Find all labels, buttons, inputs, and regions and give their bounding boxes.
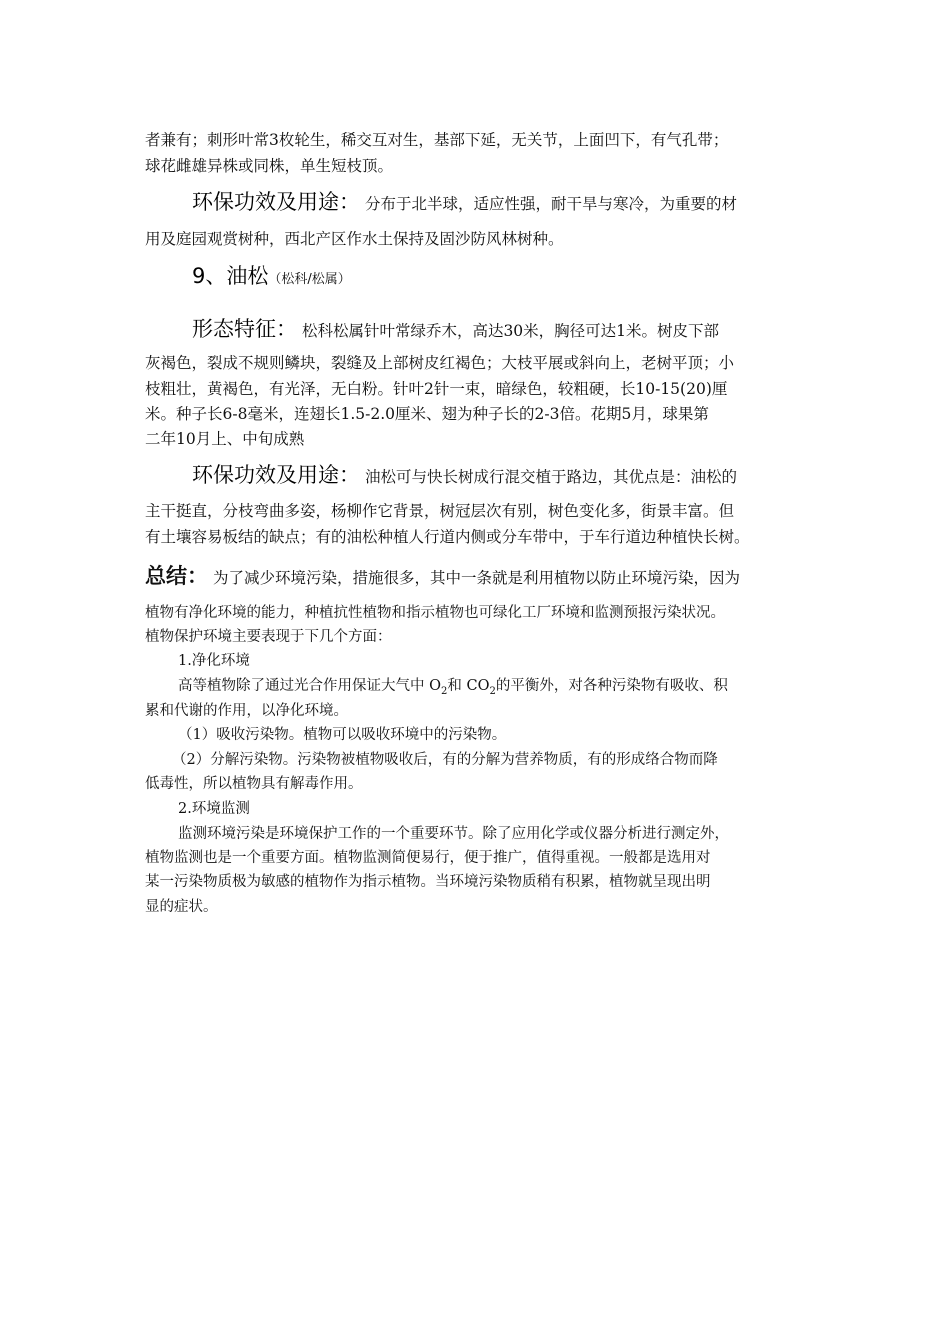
text: 二年10月上、中旬成熟: [145, 430, 305, 448]
paragraph-line: [145, 127, 728, 153]
text: 监测环境污染是环境保护工作的一个重要环节。除了应用化学或仪器分析进行测定外，: [178, 826, 729, 842]
text: 植物保护环境主要表现于下几个方面：: [145, 629, 392, 645]
text: 油松可与快长树成行混交植于路边，其优点是：油松的: [364, 468, 737, 486]
text: 球花雌雄异株或同株，单生短枝顶。: [145, 157, 394, 175]
section-heading-line: [192, 462, 737, 490]
text: 为了减少环境污染，措施很多，其中一条就是利用植物以防止环境污染，因为: [212, 569, 740, 587]
text: 显的症状。: [145, 899, 218, 915]
paragraph-line: [145, 845, 711, 871]
text: 高等植物除了通过光合作用保证大气中 O: [178, 678, 441, 694]
text: 者兼有；刺形叶常3枚轮生，稀交互对生，基部下延，无关节，上面凹下，有气孔带；: [145, 131, 729, 149]
text: 2.环境监测: [178, 801, 250, 817]
text: 枝粗壮，黄褐色，有光泽，无白粉。针叶2针一束，暗绿色，较粗硬，长10-15(20)厘: [145, 380, 728, 398]
subheading: [178, 796, 250, 822]
text: 和 CO: [447, 678, 490, 694]
paragraph-line: [145, 426, 304, 452]
text: 的平衡外，对各种污染物有吸收、积: [495, 678, 728, 694]
heading-eco-use: 环保功效及用途：: [192, 463, 360, 487]
paragraph-line: [145, 401, 709, 427]
text: 有土壤容易板结的缺点；有的油松种植人行道内侧或分车带中，于车行道边种植快长树。: [145, 528, 750, 546]
paragraph-line: [145, 498, 734, 524]
text: （2）分解污染物。污染物被植物吸收后，有的分解为营养物质，有的形成络合物而降: [172, 752, 718, 768]
summary-heading-line: [145, 563, 740, 591]
species-title: [192, 263, 351, 293]
paragraph-line: [145, 524, 750, 550]
paragraph-line: [145, 376, 727, 402]
subscript: 2: [441, 685, 448, 697]
section-heading-line: [192, 316, 719, 344]
text: 主干挺直，分枝弯曲多姿，杨柳作它背景，树冠层次有别，树色变化多，街景丰富。但: [145, 502, 735, 520]
text: （1）吸收污染物。植物可以吸收环境中的污染物。: [178, 727, 507, 743]
species-name: 9、油松: [192, 264, 269, 288]
species-family: （松科/松属）: [268, 272, 351, 287]
text: 1.净化环境: [178, 653, 250, 669]
paragraph-line: [145, 624, 392, 650]
section-heading-line: [192, 189, 737, 217]
text: 米。种子长6-8毫米，连翅长1.5-2.0厘米、翅为种子长的2-3倍。花期5月，球果第: [145, 405, 709, 423]
list-item: [178, 722, 506, 748]
text: 松科松属针叶常绿乔木，高达30米，胸径可达1米。树皮下部: [301, 322, 720, 340]
text: 用及庭园观赏树种，西北产区作水土保持及固沙防风林树种。: [145, 230, 564, 248]
paragraph-line: [145, 869, 711, 895]
paragraph-line: [178, 821, 729, 847]
text: 植物有净化环境的能力，种植抗性植物和指示植物也可绿化工厂环境和监测预报污染状况。: [145, 605, 725, 621]
paragraph-line: [145, 698, 348, 724]
text: 植物监测也是一个重要方面。植物监测简便易行，便于推广，值得重视。一般都是选用对: [145, 850, 711, 866]
text: 分布于北半球，适应性强，耐干旱与寒冷，为重要的材: [364, 195, 737, 213]
subscript: 2: [489, 685, 496, 697]
paragraph-line: [145, 771, 363, 797]
paragraph-line: [145, 226, 564, 252]
text: 累和代谢的作用，以净化环境。: [145, 703, 348, 719]
text: 某一污染物质极为敏感的植物作为指示植物。当环境污染物质稍有积累，植物就呈现出明: [145, 874, 711, 890]
heading-morphology: 形态特征：: [192, 317, 297, 341]
text: 低毒性，所以植物具有解毒作用。: [145, 776, 363, 792]
heading-eco-use: 环保功效及用途：: [192, 190, 360, 214]
paragraph-line: [145, 600, 725, 626]
paragraph-line: [145, 350, 734, 376]
text: 灰褐色，裂成不规则鳞块，裂缝及上部树皮红褐色；大枝平展或斜向上，老树平顶；小: [145, 354, 735, 372]
paragraph-line: [145, 153, 393, 179]
paragraph-line: [145, 894, 218, 920]
heading-summary: 总结：: [145, 564, 208, 588]
subheading: [178, 648, 250, 674]
list-item: [172, 747, 718, 773]
